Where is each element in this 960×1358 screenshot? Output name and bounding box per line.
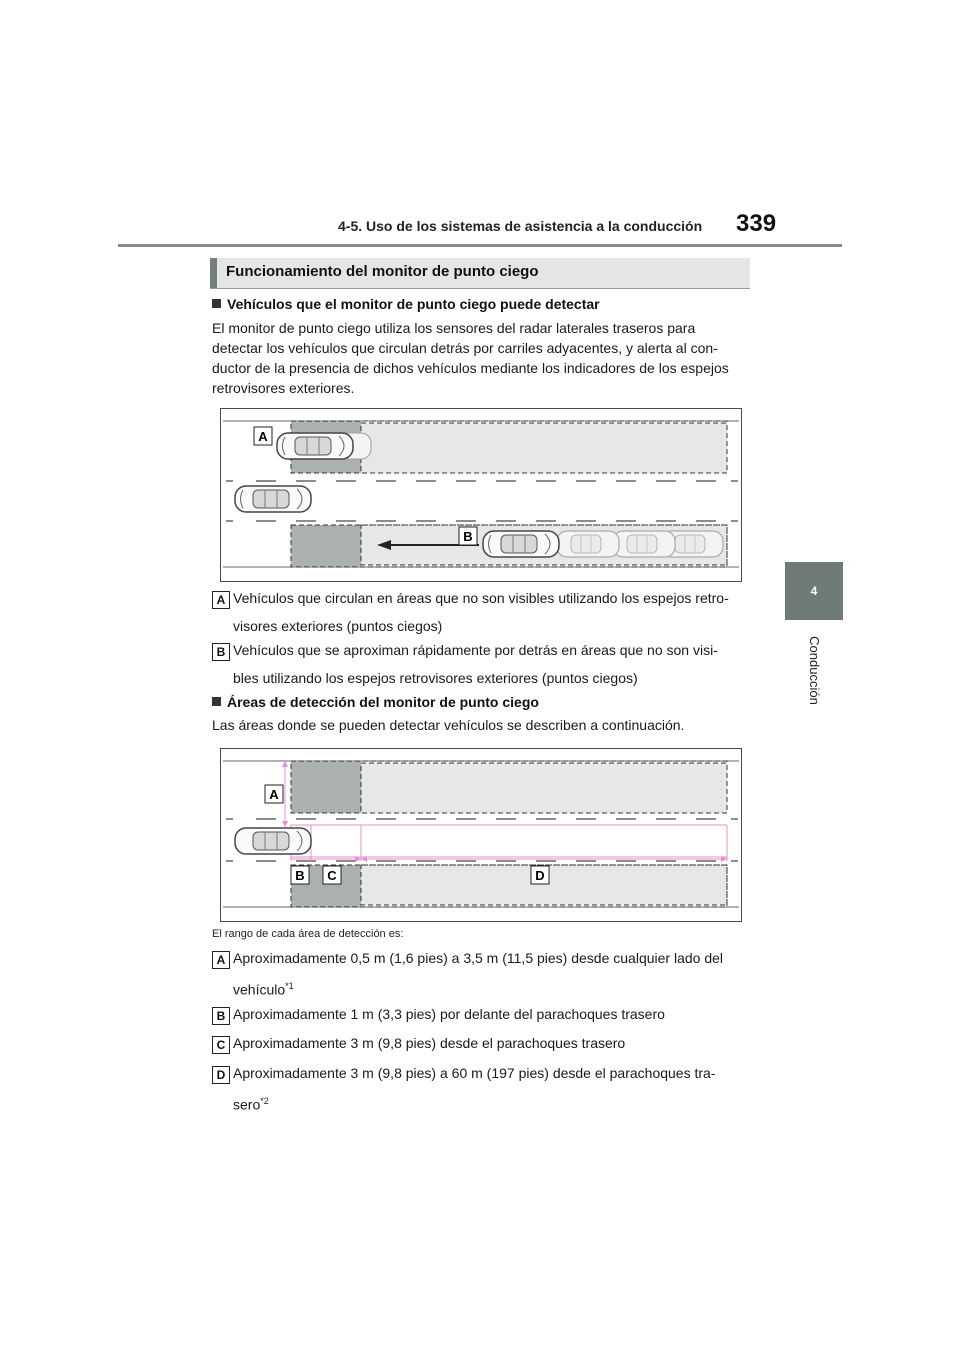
key-label-d: D [212,1066,230,1084]
figure2-label-c: C [327,868,337,883]
chapter-label-text: Conducción [806,635,822,705]
paragraph-line: ductor de la presencia de dichos vehículos mediante los indicadores de los espejos [212,360,729,376]
figure2-label-d: D [535,868,545,883]
section-title-bar [210,258,750,288]
item-line: vehículo [233,981,286,998]
figure1-label-a: A [258,429,268,444]
figure2-label-b: B [295,868,305,883]
footnote-marker: *1 [285,981,294,991]
item-line: Aproximadamente 0,5 m (1,6 pies) a 3,5 m (11,5 pies) desde cualquier lado del [233,950,724,966]
section-accent [210,258,217,288]
range-d-text [233,1059,715,1119]
chapter-tab [785,562,843,620]
item-b-text [233,636,718,692]
key-label-b: B [212,1007,230,1025]
square-bullet-icon [212,299,221,308]
key-label-c: C [212,1036,230,1054]
intro-paragraph [212,318,729,398]
item-line-with-footnote [233,1087,715,1119]
ranges-caption: El rango de cada área de detección es: [212,928,404,940]
key-label-a: A [212,591,230,609]
page-number: 339 [736,210,777,237]
item-a-text [233,584,729,640]
item-line-with-footnote [233,972,723,1004]
item-line: Vehículos que se aproximan rápidamente por detrás en áreas que no son visi- [233,642,718,658]
paragraph-line: detectar los vehículos que circulan detrás por carriles adyacentes, y alerta al con- [212,340,718,356]
item-line: Aproximadamente 3 m (9,8 pies) a 60 m (197 pies) desde el parachoques tra- [233,1065,716,1081]
running-header-title: 4-5. Uso de los sistemas de asistencia a la conducción [338,218,703,234]
areas-paragraph: Las áreas donde se pueden detectar vehículos se describen a continuación. [212,717,685,733]
range-a-text [233,944,723,1004]
figure1-label-b: B [463,529,473,544]
paragraph-line: retrovisores exteriores. [212,380,355,396]
subheading-text: Vehículos que el monitor de punto ciego puede detectar [227,296,600,312]
item-line: bles utilizando los espejos retrovisores exteriores (puntos ciegos) [233,670,638,686]
range-c-text: Aproximadamente 3 m (9,8 pies) desde el parachoques trasero [233,1035,626,1051]
item-line: visores exteriores (puntos ciegos) [233,618,443,634]
paragraph-line: El monitor de punto ciego utiliza los sensores del radar laterales traseros para [212,320,696,336]
header-rule [118,244,842,247]
figure-blind-spot-vehicles [220,408,742,582]
figure-detection-areas [220,748,742,922]
section-title: Funcionamiento del monitor de punto ciego [226,263,539,280]
item-line: sero [233,1096,261,1113]
figure2-label-a: A [269,787,279,802]
square-bullet-icon [212,697,221,706]
key-label-a: A [212,951,230,969]
chapter-label [772,628,856,712]
subheading-text: Áreas de detección del monitor de punto ciego [227,694,539,710]
item-line: Vehículos que circulan en áreas que no son visibles utilizando los espejos retro- [233,590,729,606]
range-b-text: Aproximadamente 1 m (3,3 pies) por delante del parachoques trasero [233,1006,665,1022]
chapter-number: 4 [810,584,818,598]
subheading-detectable-vehicles [212,296,600,312]
section-rule [210,288,750,289]
key-label-b: B [212,643,230,661]
footnote-marker: *2 [260,1096,269,1106]
subheading-detection-areas [212,694,539,710]
